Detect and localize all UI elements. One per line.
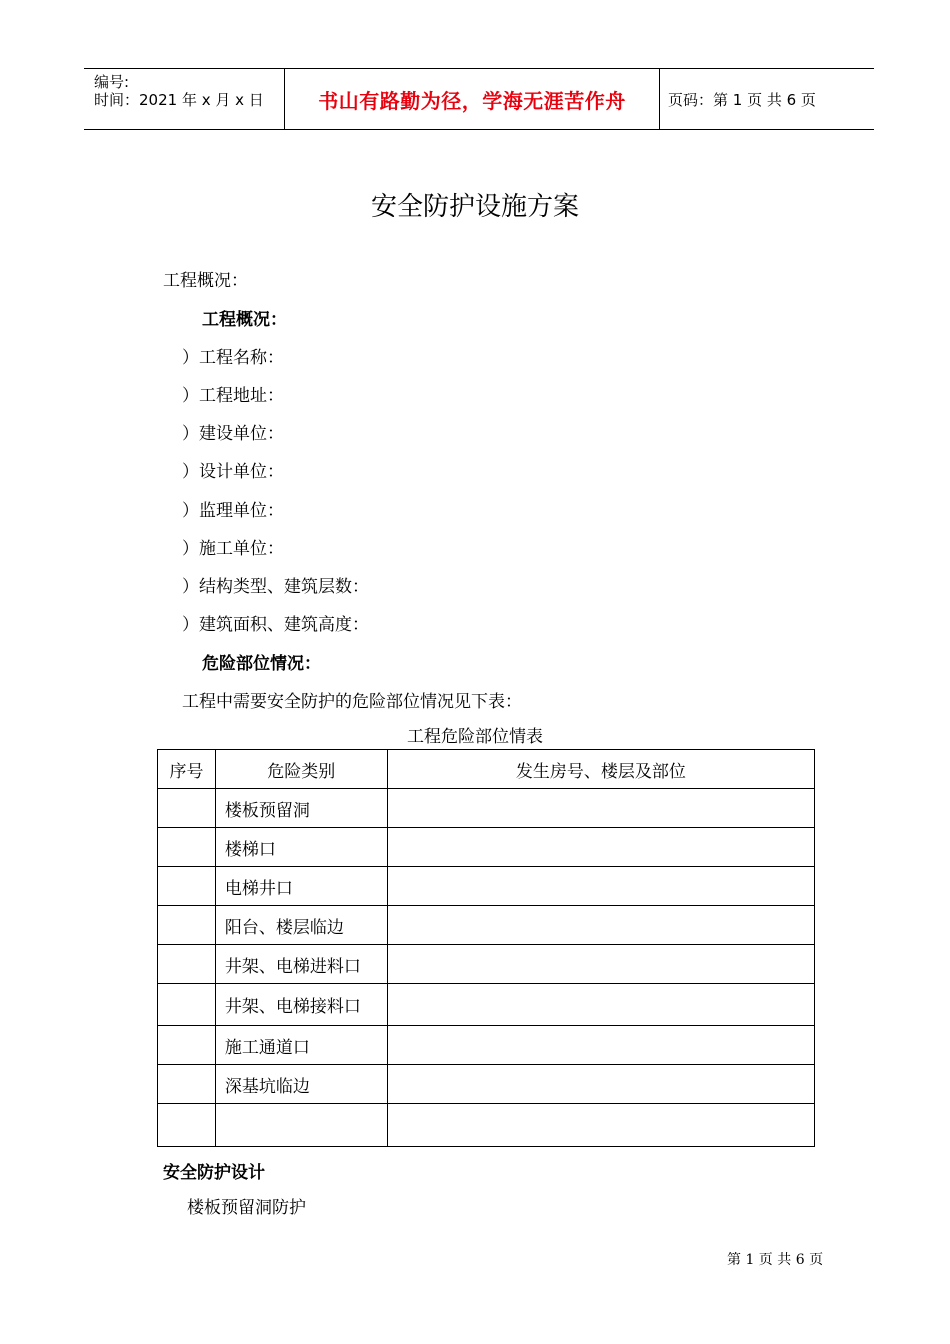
cell-location — [387, 1026, 814, 1065]
danger-table — [157, 749, 815, 1147]
cell-category: 电梯井口 — [215, 867, 387, 906]
cell-location — [387, 1065, 814, 1104]
column-header-location: 发生房号、楼层及部位 — [387, 750, 814, 789]
cell-category: 施工通道口 — [215, 1026, 387, 1065]
overview-item: ）工程名称： — [182, 348, 284, 368]
cell-index — [158, 945, 216, 984]
overview-item: ）监理单位： — [182, 501, 284, 521]
cell-index — [158, 789, 216, 828]
page-footer-number: 第 1 页 共 6 页 — [727, 1252, 824, 1268]
cell-category: 深基坑临边 — [215, 1065, 387, 1104]
overview-item: ）设计单位： — [182, 462, 284, 482]
document-date-label: 时间：2021 年 x 月 x 日 — [94, 91, 264, 109]
cell-location — [387, 1104, 814, 1147]
overview-item: ）工程地址： — [182, 386, 284, 406]
cell-index — [158, 828, 216, 867]
cell-index — [158, 1065, 216, 1104]
cell-location — [387, 789, 814, 828]
overview-item: ）建设单位： — [182, 424, 284, 444]
section-design-heading: 安全防护设计 — [163, 1163, 265, 1183]
table-row — [158, 1026, 815, 1065]
table-row — [158, 906, 815, 945]
cell-category: 井架、电梯进料口 — [215, 945, 387, 984]
danger-intro-text: 工程中需要安全防护的危险部位情况见下表： — [182, 692, 522, 712]
overview-item: ）施工单位： — [182, 539, 284, 559]
column-header-category: 危险类别 — [215, 750, 387, 789]
header-page-number: 页码：第 1 页 共 6 页 — [668, 90, 816, 109]
table-row — [158, 828, 815, 867]
overview-item: ）建筑面积、建筑高度： — [182, 615, 369, 635]
cell-location — [387, 945, 814, 984]
cell-category: 井架、电梯接料口 — [215, 984, 387, 1026]
cell-index — [158, 984, 216, 1026]
table-caption: 工程危险部位情表 — [407, 727, 543, 747]
table-header-row — [158, 750, 815, 789]
header-left-cell — [84, 69, 284, 129]
cell-location — [387, 984, 814, 1026]
subsection-danger-heading: 危险部位情况： — [202, 654, 321, 674]
cell-index — [158, 1104, 216, 1147]
section-overview-heading: 工程概况： — [163, 271, 248, 291]
cell-location — [387, 867, 814, 906]
cell-category: 阳台、楼层临边 — [215, 906, 387, 945]
document-number-label: 编号: — [94, 73, 130, 91]
subsection-overview-heading: 工程概况： — [202, 310, 287, 330]
table-row — [158, 1104, 815, 1147]
header-motto: 书山有路勤为径，学海无涯苦作舟 — [318, 88, 626, 113]
cell-category: 楼板预留洞 — [215, 789, 387, 828]
cell-location — [387, 828, 814, 867]
subsection-design-heading: 楼板预留洞防护 — [187, 1198, 306, 1218]
header-page-cell — [659, 69, 874, 129]
cell-index — [158, 906, 216, 945]
overview-item: ）结构类型、建筑层数： — [182, 577, 369, 597]
table-row — [158, 945, 815, 984]
cell-category: 楼梯口 — [215, 828, 387, 867]
table-row — [158, 1065, 815, 1104]
cell-location — [387, 906, 814, 945]
page-header — [84, 68, 874, 130]
cell-index — [158, 1026, 216, 1065]
cell-category — [215, 1104, 387, 1147]
document-title: 安全防护设施方案 — [370, 192, 579, 222]
table-row — [158, 984, 815, 1026]
column-header-index: 序号 — [158, 750, 216, 789]
table-row — [158, 867, 815, 906]
table-row — [158, 789, 815, 828]
cell-index — [158, 867, 216, 906]
header-motto-cell — [284, 69, 660, 129]
